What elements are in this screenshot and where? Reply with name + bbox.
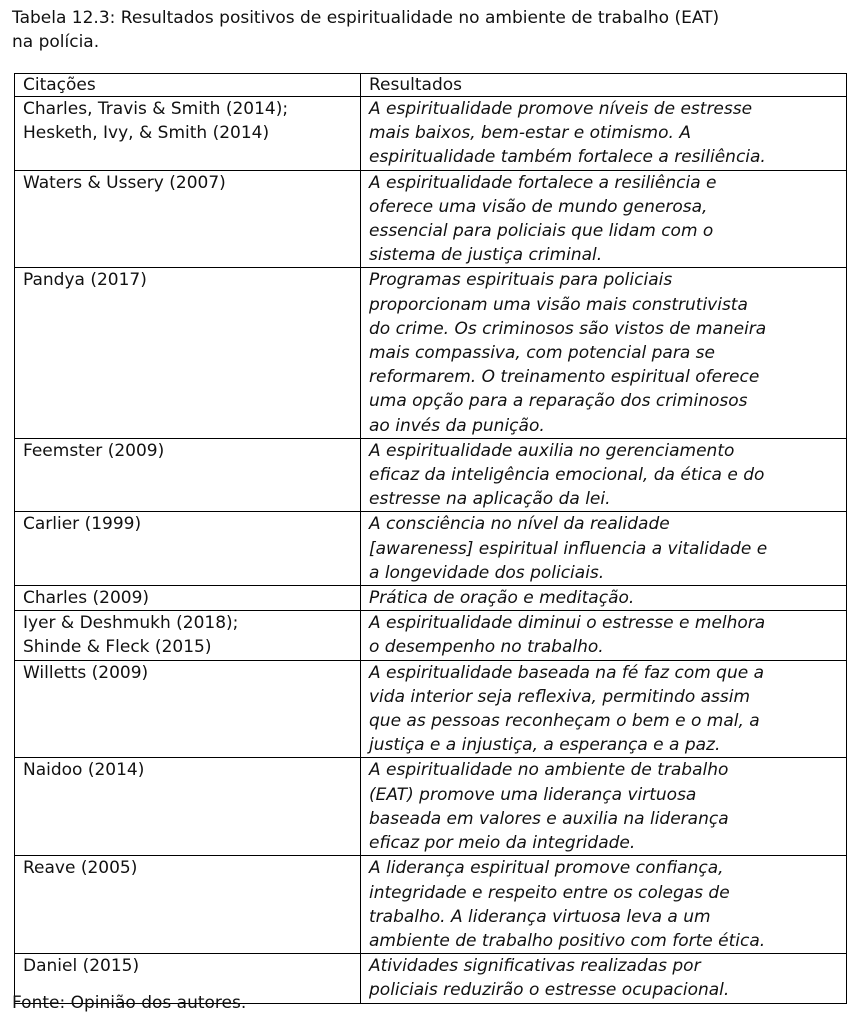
result-cell: [361, 611, 847, 660]
result-line: uma opção para a reparação dos criminosos: [369, 391, 748, 412]
result-cell: [361, 586, 847, 611]
result-line: do crime. Os criminosos são vistos de maneira: [369, 318, 767, 339]
result-line: vida interior seja reflexiva, permitindo assim: [369, 686, 751, 707]
citation-cell: [15, 512, 361, 586]
result-line: Prática de oração e meditação.: [369, 588, 635, 609]
citation-line: Charles (2009): [23, 588, 150, 609]
citation-cell: [15, 611, 361, 660]
result-line: o desempenho no trabalho.: [369, 637, 604, 658]
citation-cell: [15, 170, 361, 268]
table-body: [15, 97, 847, 1004]
column-header-results: Resultados: [361, 74, 847, 97]
result-line: eficaz por meio da integridade.: [369, 833, 636, 854]
result-line: baseada em valores e auxilia na liderança: [369, 808, 729, 829]
result-line: trabalho. A liderança virtuosa leva a um: [369, 906, 711, 927]
citation-line: Reave (2005): [23, 858, 138, 879]
citation-line: Hesketh, Ivy, & Smith (2014): [23, 123, 270, 144]
result-line: integridade e respeito entre os colegas de: [369, 882, 730, 903]
result-line: ao invés da punição.: [369, 415, 545, 436]
result-cell: [361, 438, 847, 512]
citation-cell: [15, 758, 361, 856]
result-cell: [361, 512, 847, 586]
citation-line: Willetts (2009): [23, 662, 149, 683]
result-line: A espiritualidade diminui o estresse e melhora: [369, 613, 766, 634]
citation-line: Waters & Ussery (2007): [23, 172, 226, 193]
result-line: [awareness] espiritual influencia a vitalidade e: [369, 538, 768, 559]
table-row: [15, 758, 847, 856]
result-line: (EAT) promove uma liderança virtuosa: [369, 784, 697, 805]
result-line: proporcionam uma visão mais construtivista: [369, 294, 748, 315]
result-line: mais compassiva, com potencial para se: [369, 343, 715, 364]
citation-cell: [15, 856, 361, 954]
citation-cell: [15, 97, 361, 171]
result-line: A espiritualidade fortalece a resiliência e: [369, 172, 717, 193]
result-line: a longevidade dos policiais.: [369, 562, 605, 583]
citation-cell: [15, 438, 361, 512]
citation-line: Shinde & Fleck (2015): [23, 637, 212, 658]
result-line: A espiritualidade no ambiente de trabalho: [369, 760, 729, 781]
result-line: sistema de justiça criminal.: [369, 245, 603, 266]
table-row: [15, 268, 847, 438]
result-line: A espiritualidade auxilia no gerenciamento: [369, 440, 735, 461]
result-line: A consciência no nível da realidade: [369, 514, 670, 535]
result-cell: [361, 856, 847, 954]
table-row: [15, 586, 847, 611]
citation-line: Naidoo (2014): [23, 760, 145, 781]
result-line: espiritualidade também fortalece a resiliência.: [369, 147, 766, 168]
result-line: justiça e a injustiça, a esperança e a paz.: [369, 735, 721, 756]
result-line: oferece uma visão de mundo generosa,: [369, 196, 708, 217]
result-line: A liderança espiritual promove confiança,: [369, 858, 724, 879]
result-cell: [361, 660, 847, 758]
citation-line: Iyer & Deshmukh (2018);: [23, 613, 239, 634]
citation-line: Feemster (2009): [23, 440, 165, 461]
table-row: [15, 611, 847, 660]
column-header-citations: Citações: [15, 74, 361, 97]
result-line: policiais reduzirão o estresse ocupacional.: [369, 980, 730, 1001]
citation-line: Charles, Travis & Smith (2014);: [23, 99, 289, 119]
header-row: [15, 74, 847, 97]
result-line: A espiritualidade promove níveis de estresse: [369, 99, 753, 119]
citation-cell: [15, 660, 361, 758]
table-row: [15, 856, 847, 954]
result-line: eficaz da inteligência emocional, da ética e do: [369, 465, 765, 486]
result-line: Atividades significativas realizadas por: [369, 956, 701, 977]
citation-line: Carlier (1999): [23, 514, 142, 535]
result-cell: [361, 954, 847, 1003]
table-row: [15, 660, 847, 758]
caption-line: Tabela 12.3: Resultados positivos de espiritualidade no ambiente de trabalho (EAT): [12, 8, 720, 28]
table-row: [15, 97, 847, 171]
table-row: [15, 512, 847, 586]
result-line: ambiente de trabalho positivo com forte ética.: [369, 930, 766, 951]
caption-line: na polícia.: [12, 32, 100, 52]
citation-cell: [15, 586, 361, 611]
result-line: estresse na aplicação da lei.: [369, 489, 611, 510]
citation-cell: [15, 268, 361, 438]
table-row: [15, 170, 847, 268]
result-cell: [361, 170, 847, 268]
table-caption: [12, 6, 852, 54]
result-cell: [361, 97, 847, 171]
citation-line: Pandya (2017): [23, 270, 147, 291]
table-row: [15, 438, 847, 512]
result-cell: [361, 268, 847, 438]
result-line: A espiritualidade baseada na fé faz com que a: [369, 662, 765, 683]
citation-line: Daniel (2015): [23, 956, 140, 977]
result-cell: [361, 758, 847, 856]
result-line: que as pessoas reconheçam o bem e o mal, a: [369, 711, 760, 732]
result-line: Programas espirituais para policiais: [369, 270, 673, 291]
source-note: Fonte: Opinião dos autores.: [12, 993, 247, 1013]
results-table: [14, 73, 847, 1004]
result-line: reformarem. O treinamento espiritual oferece: [369, 367, 760, 388]
result-line: mais baixos, bem-estar e otimismo. A: [369, 123, 691, 144]
result-line: essencial para policiais que lidam com o: [369, 221, 714, 242]
